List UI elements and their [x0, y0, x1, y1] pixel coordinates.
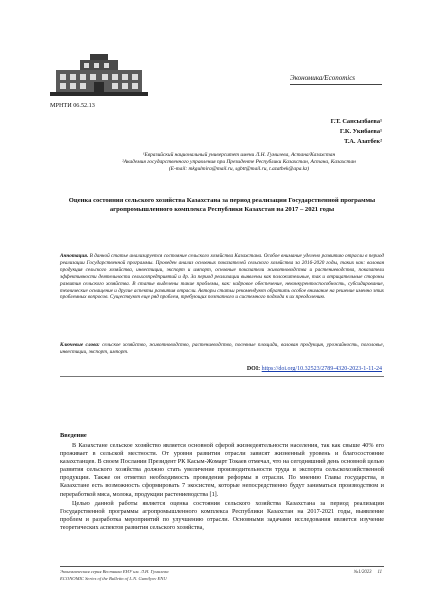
abstract-label: Аннотация. — [60, 253, 89, 259]
abstract — [60, 253, 384, 301]
article-title: Оценка состояния сельского хозяйства Казахстана за период реализации Государственной программы агропромышленного комплекса Республики Казахстан на 2017 – 2021 годы — [68, 197, 376, 213]
affiliations — [94, 152, 384, 174]
paragraph: В Казахстане сельское хозяйство является основной сферой жизнедеятельности населения, так как свыше 40% его проживает в сельской местности. От уровня развития отрасли зависят жизненный уровень и благосостояние казахстанцев. В своем Послании Президент РК Касым-Жомарт Токаев отмечал, что на сегодняшний день основной целью развития сельского хозяйства должно стать увеличение производительности труда и экспорта сельскохозяйственной продукции. Также он отметил необходимость проведения реформы в отрасли. По мнению Главы государства, в Казахстане есть возможность сформировать 7 экосистем, которые непосредственно будут заниматься производством и переработкой мяса, молока, продукции растениеводства [1]. — [60, 442, 384, 498]
keywords — [60, 342, 384, 356]
udc-code: МРНТИ 06.52.13 — [50, 102, 95, 109]
intro-body — [60, 442, 384, 532]
author-name: Г.Т. Сансызбаева¹ — [330, 118, 382, 125]
journal-name-ru: Экономическая серия Вестника ЕНУ им. Л.Н. Гумилева — [60, 569, 169, 574]
keywords-label: Ключевые слова: — [60, 342, 100, 348]
doi-label: DOI: — [246, 366, 261, 372]
footer-divider — [60, 566, 384, 567]
issue-number: №1/2023 — [353, 570, 372, 575]
doi-link[interactable]: https://doi.org/10.32523/2789-4320-2023-1-11-24 — [261, 366, 382, 372]
author-emails: (E-mail: mkgulmira@mail.ru, sgbtt@mail.ru, t.azatbek@apa.kz) — [168, 166, 310, 173]
affiliation-line: ¹Евразийский национальный университет имени Л.Н. Гумилева, Астана/Казахстан — [142, 152, 336, 158]
author-name: Т.А. Азатбек² — [344, 138, 382, 145]
page-number: 11 — [377, 570, 382, 575]
paragraph: Целью данной работы является оценка состояния сельского хозяйства Казахстана за период реализации Государственной программы агропромышленного комплекса Республики Казахстан на 2017-2021 годы, выявление проблем и разработка мероприятий по улучшению отрасли. Основными задачами исследования является изучение теоретических аспектов развития сельского хозяйства, — [60, 499, 384, 531]
journal-logo — [50, 54, 148, 98]
section-divider — [60, 376, 384, 377]
header-divider — [290, 84, 382, 85]
university-building-icon — [50, 54, 148, 98]
journal-name-en: ECONOMIC Series of the Bulletin of L.N. Gumilyov ENU — [60, 576, 167, 581]
affiliation-line: ²Академия государственного управления при Президенте Республики Казахстан, Астана, Казахстан — [122, 159, 356, 166]
abstract-text: В данной статье анализируется состояние сельского хозяйства Казахстана. Особое внимание уделено развитию отрасли в период реализации Государственной программы. Проведен анализ основных показателей сельского хозяйства за 2016-2020 годы, таких как: валовая продукция сельского хозяйства, инвестиции, экспорт и импорт, основные показатели животноводства и растениеводства, показатели эффективности деятельности сельхозпредприятий и др. За период реализации выявлены как положительные, так и отрицательные стороны развития сельского хозяйства. В статье выделены такие проблемы, как: кадровое обеспечение, неконкурентоспособность, субсидирование, технические оснащение и другие аспекты развития отрасли. Авторы статьи рекомендуют обратить особое внимание на решение именно этих проблемных вопросов. Существуют еще ряд проблем, требующих поэтапного и системного подхода к их преодолению. — [60, 253, 384, 301]
issue-and-page — [354, 570, 382, 575]
rubric-label: Экономика/Economics — [290, 74, 356, 82]
doi — [247, 366, 382, 372]
intro-heading: Введение — [60, 432, 87, 439]
keywords-text: сельское хозяйство, животноводство, растениеводство, посевные площади, валовая продукция, урожайность, поголовье, инвестиции, экспорт, импорт. — [60, 342, 384, 355]
author-name: Г.К. Укибаева¹ — [339, 128, 382, 135]
